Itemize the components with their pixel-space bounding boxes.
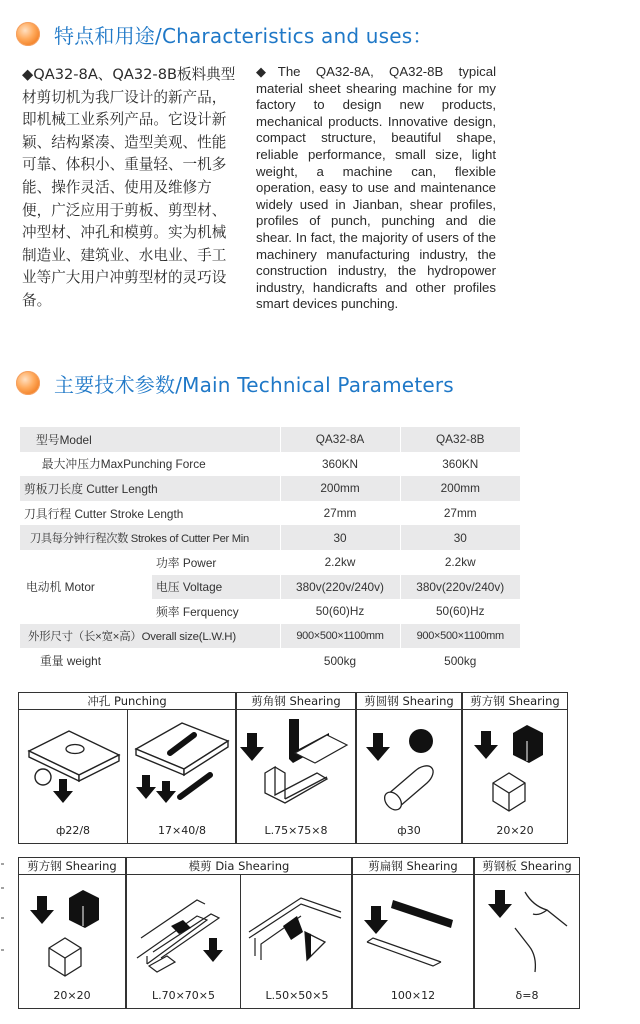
orange-bullet-icon (16, 371, 40, 395)
table-row (20, 648, 520, 673)
param-label: 重量 weight (40, 654, 101, 669)
param-value-b: 500kg (400, 648, 520, 673)
square-steel-icon (463, 711, 569, 815)
steel-plate-icon (475, 876, 581, 980)
characteristics-title: 特点和用途/Characteristics and uses： (54, 23, 433, 48)
diagram-caption: L.70×70×5 (151, 989, 216, 1002)
diagram-caption: 20×20 (496, 824, 534, 837)
param-label: 外形尺寸（长×宽×高）Overall size(L.W.H) (20, 624, 280, 649)
param-value-a: 380v(220v/240v) (280, 575, 400, 600)
param-value-a: 500kg (280, 648, 400, 673)
table-row (20, 624, 520, 649)
diagram-title: 剪方钢 Shearing (19, 858, 125, 875)
intro-chinese-text: ◆QA32-8A、QA32-8B板料典型材剪切机为我厂设计的新产品，即机械工业系列产品。它设计新颖、结构紧凑、造型美观、性能可靠、体积小、重量轻、一机多能、操作灵活、使用及维修方便，广泛应用于剪板、剪型材、冲型材、冲孔和模剪。实为机械制造业、建筑业、水电业、手工业等广大用户冲剪型材的灵巧设备。 (22, 66, 236, 309)
intro-english-text: ◆The QA32-8A, QA32-8B typical material sheet shearing machine for my factory to design new products, mechanical products. Innovative design, compact structure, beautiful shape, reliable performance, small size, light weight, a machine can, flexible operation, easy to use and maintenance widely used in Jianban, shear profiles, profiles of punch, punching and die shear. In fact, the majority of users of the machinery manufacturing industry, the construction industry, the hydropower industry, handicrafts and other profiles smart devices punching. (256, 64, 496, 312)
motor-param-label: 功率 Power (156, 555, 217, 570)
diagram-title: 冲孔 Punching (19, 693, 235, 710)
diagram-title: 剪圆钢 Shearing (357, 693, 461, 710)
diagram-caption: 20×20 (53, 989, 91, 1002)
dia-shearing-left-icon (127, 876, 240, 980)
model-b: QA32-8B (400, 427, 520, 452)
param-value-b: 900×500×1100mm (400, 624, 520, 649)
angle-steel-diagram (236, 692, 356, 844)
parameters-title: 主要技术参数/Main Technical Parameters (54, 372, 454, 397)
param-value-a: 50(60)Hz (280, 599, 400, 624)
param-value-b: 2.2kw (400, 550, 520, 575)
angle-steel-icon (237, 711, 357, 815)
edge-marks-icon (0, 858, 6, 998)
param-label: 剪板刀长度 Cutter Length (20, 476, 280, 501)
square-steel-icon (19, 876, 127, 980)
flat-steel-diagram (352, 857, 474, 1009)
round-steel-icon (357, 711, 463, 815)
table-row (20, 501, 520, 526)
diagram-caption: δ=8 (515, 989, 539, 1002)
diagram-caption: 17×40/8 (158, 824, 206, 837)
table-row (20, 550, 520, 575)
motor-param-label: 频率 Ferquency (156, 604, 239, 619)
square-steel-diagram-2 (18, 857, 126, 1009)
diagram-title: 剪方钢 Shearing (463, 693, 567, 710)
diagram-title: 剪钢板 Shearing (475, 858, 579, 875)
table-row (20, 476, 520, 501)
diagram-caption: 100×12 (390, 989, 436, 1002)
param-value-a: 27mm (280, 501, 400, 526)
motor-label: 电动机 Motor (20, 550, 152, 624)
diagram-caption: ф30 (397, 824, 421, 837)
param-label: 最大冲压力MaxPunching Force (30, 457, 206, 472)
param-value-b: 360KN (400, 452, 520, 477)
round-steel-diagram (356, 692, 462, 844)
orange-bullet-icon (16, 22, 40, 46)
parameters-table (20, 427, 520, 673)
param-value-a: 2.2kw (280, 550, 400, 575)
diagram-caption: L.75×75×8 (264, 824, 328, 837)
param-value-b: 380v(220v/240v) (400, 575, 520, 600)
dia-shearing-right-icon (241, 876, 353, 980)
punch-slot-icon (128, 711, 236, 811)
param-value-a: 200mm (280, 476, 400, 501)
param-value-b: 200mm (400, 476, 520, 501)
param-value-a: 360KN (280, 452, 400, 477)
param-value-b: 27mm (400, 501, 520, 526)
table-row (20, 427, 520, 452)
square-steel-diagram (462, 692, 568, 844)
table-row (20, 525, 520, 550)
dia-shearing-diagram (126, 857, 352, 1009)
punch-hole-icon (19, 711, 127, 811)
param-value-b: 30 (400, 525, 520, 550)
diagram-caption: ф22/8 (55, 824, 91, 837)
diagram-title: 模剪 Dia Shearing (127, 858, 351, 875)
param-value-a: 900×500×1100mm (280, 624, 400, 649)
param-value-a: 30 (280, 525, 400, 550)
motor-param-label: 电压 Voltage (152, 575, 280, 600)
diagram-caption: L.50×50×5 (265, 989, 329, 1002)
param-label: 刀具每分钟行程次数 Strokes of Cutter Per Min (20, 525, 280, 550)
model-label: 型号Model (20, 427, 280, 452)
param-value-b: 50(60)Hz (400, 599, 520, 624)
steel-plate-diagram (474, 857, 580, 1009)
diagram-title: 剪角钢 Shearing (237, 693, 355, 710)
parameters-header (16, 366, 454, 400)
model-a: QA32-8A (280, 427, 400, 452)
punching-diagram (18, 692, 236, 844)
table-row (20, 452, 520, 477)
flat-steel-icon (353, 876, 475, 980)
diagram-title: 剪扁钢 Shearing (353, 858, 473, 875)
param-label: 刀具行程 Cutter Stroke Length (24, 506, 184, 521)
characteristics-header (16, 17, 433, 51)
